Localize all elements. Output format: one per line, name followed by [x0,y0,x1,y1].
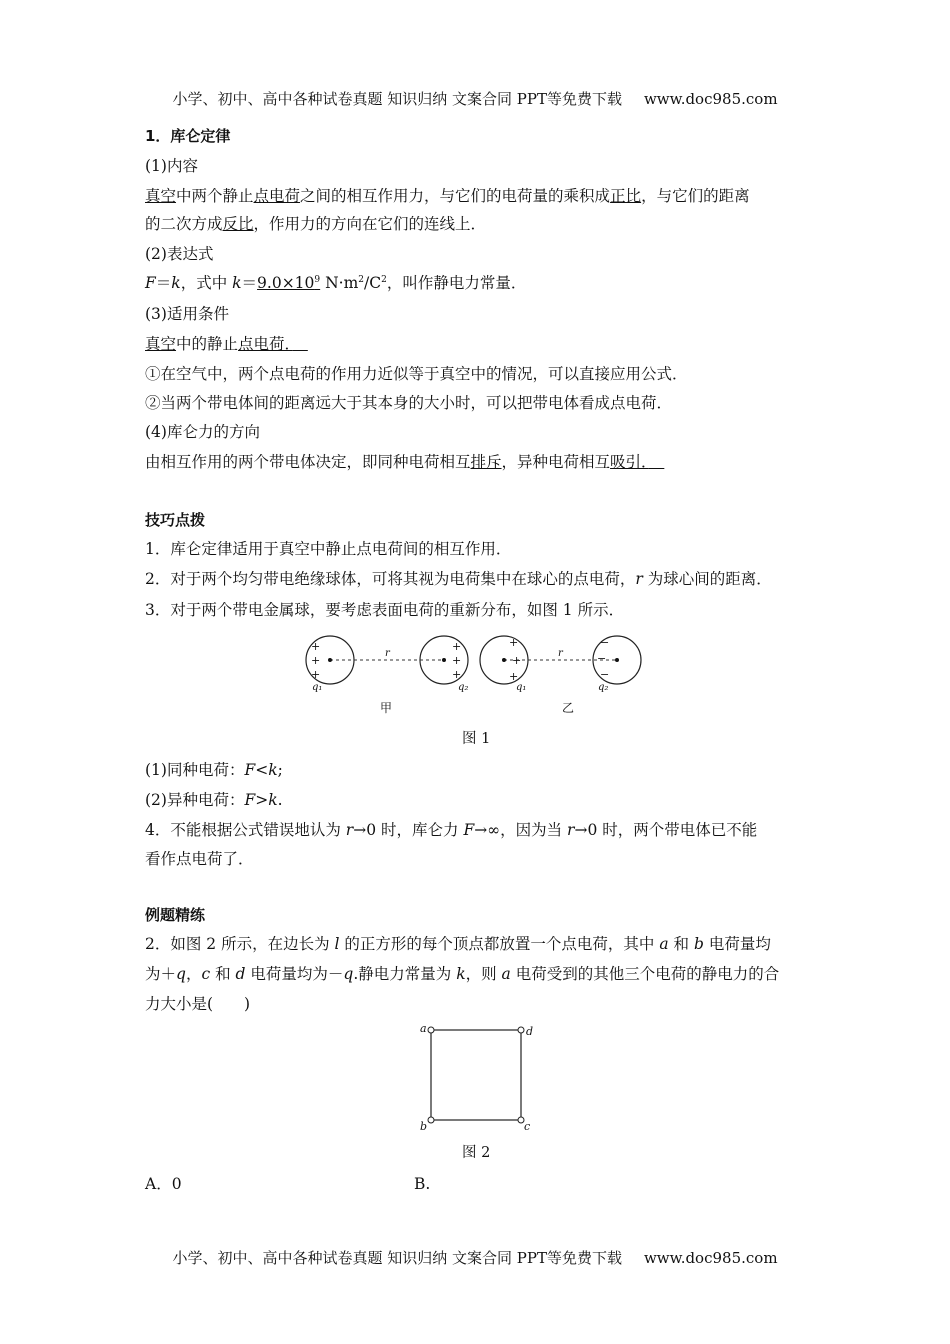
plus-sign: + [452,654,462,667]
plus-sign: + [509,636,519,649]
tip-2: 2．对于两个均匀带电绝缘球体，可将其视为电荷集中在球心的点电荷，r 为球心间的距离． [145,570,772,588]
blank-inverse: 反比 [222,215,254,233]
question-line-1: 2．如图 2 所示，在边长为 l 的正方形的每个顶点都放置一个点电荷，其中 a 和 b 电荷量均 [145,935,771,953]
question-line-3: 力大小是( ) [145,995,251,1013]
plus-sign: + [452,640,462,653]
minus-sign: − [600,636,610,649]
blank-proportional: 正比 [610,187,642,205]
section-title-tips: 技巧点拨 [145,511,206,529]
option-a: A．0 [145,1175,182,1193]
blank-point-charge: 点电荷 [253,187,301,205]
plus-sign: + [311,668,321,681]
tip-1: 1．库仑定律适用于真空中静止点电荷间的相互作用． [145,540,512,558]
option-b: B. [414,1175,431,1193]
sub-label-jia: 甲 [380,701,393,715]
page-header [0,88,950,109]
condition-note-1: ①在空气中，两个点电荷的作用力近似等于真空中的情况，可以直接应用公式． [145,365,688,383]
condition-line: 真空中的静止点电荷． [145,335,293,353]
tip-unlike-charges: (2)异种电荷：F>k. [145,791,283,809]
figure-2-square [412,1020,542,1138]
content-label: (1)内容 [145,157,198,175]
charge-a [428,1027,434,1033]
charge-b [428,1117,434,1123]
distance-label-r: r [558,648,563,659]
content-line-2: 的二次方成反比，作用力的方向在它们的连线上． [145,215,487,233]
charge-d [518,1027,524,1033]
square-outline [431,1030,521,1120]
charge-label-q1: q₁ [312,682,323,693]
plus-sign: + [452,668,462,681]
section-title-examples: 例题精练 [145,906,206,924]
direction-line: 由相互作用的两个带电体决定，即同种电荷相互排斥，异种电荷相互吸引． [145,453,649,471]
question-line-2: 为＋q，c 和 d 电荷量均为－q.静电力常量为 k，则 a 电荷受到的其他三个电荷的静电力的合 [145,965,780,983]
tip-like-charges: (1)同种电荷：F<k; [145,761,283,779]
header-url[interactable]: www.doc985.com [643,90,778,108]
plus-sign: + [311,640,321,653]
tip-4-line-1: 4．不能根据公式错误地认为 r→0 时，库仑力 F→∞，因为当 r→0 时，两个带电体已不能 [145,821,758,839]
center-dot [442,658,446,662]
label-d: d [526,1025,534,1038]
charge-label-q2: q₂ [598,682,609,693]
label-c: c [524,1120,531,1133]
expression-line: F＝k，式中 $k=9.0\times 10^9$ $N\cdot m^2/C^2$，叫作静电力常量． [145,274,527,292]
content-line-1: 真空中两个静止点电荷之间的相互作用力，与它们的电荷量的乘积成正比，与它们的距离 [145,187,750,205]
figure-2-caption: 图 2 [462,1145,491,1161]
figure-1-spheres [300,628,650,718]
tip-4-line-2: 看作点电荷了． [145,850,254,868]
minus-sign: − [597,652,607,665]
direction-label: (4)库仑力的方向 [145,423,260,441]
label-a: a [420,1022,427,1035]
distance-label-r: r [385,648,390,659]
center-dot [502,658,506,662]
footer-url[interactable]: www.doc985.com [643,1249,778,1267]
plus-sign: + [311,654,321,667]
center-dot [328,658,332,662]
header-text: 小学、初中、高中各种试卷真题 知识归纳 文案合同 PPT等免费下载 [172,90,622,108]
center-dot [615,658,619,662]
minus-sign: − [600,668,610,681]
plus-sign: + [509,670,519,683]
page-footer [0,1247,950,1268]
blank-vacuum: 真空 [145,187,177,205]
tip-3: 3．对于两个带电金属球，要考虑表面电荷的重新分布，如图 1 所示． [145,601,625,619]
section-title-coulomb-law: 1．库仑定律 [145,127,231,145]
plus-sign: + [512,654,522,667]
footer-text: 小学、初中、高中各种试卷真题 知识归纳 文案合同 PPT等免费下载 [172,1249,622,1267]
sub-label-yi: 乙 [562,701,575,715]
charge-label-q1: q₁ [516,682,527,693]
expression-label: (2)表达式 [145,245,214,263]
label-b: b [420,1120,428,1133]
figure-1-caption: 图 1 [462,731,491,747]
charge-label-q2: q₂ [458,682,469,693]
condition-note-2: ②当两个带电体间的距离远大于其本身的大小时，可以把带电体看成点电荷． [145,394,673,412]
condition-label: (3)适用条件 [145,305,229,323]
blank-constant-value: $9.0\times 10^9$ [257,274,321,292]
